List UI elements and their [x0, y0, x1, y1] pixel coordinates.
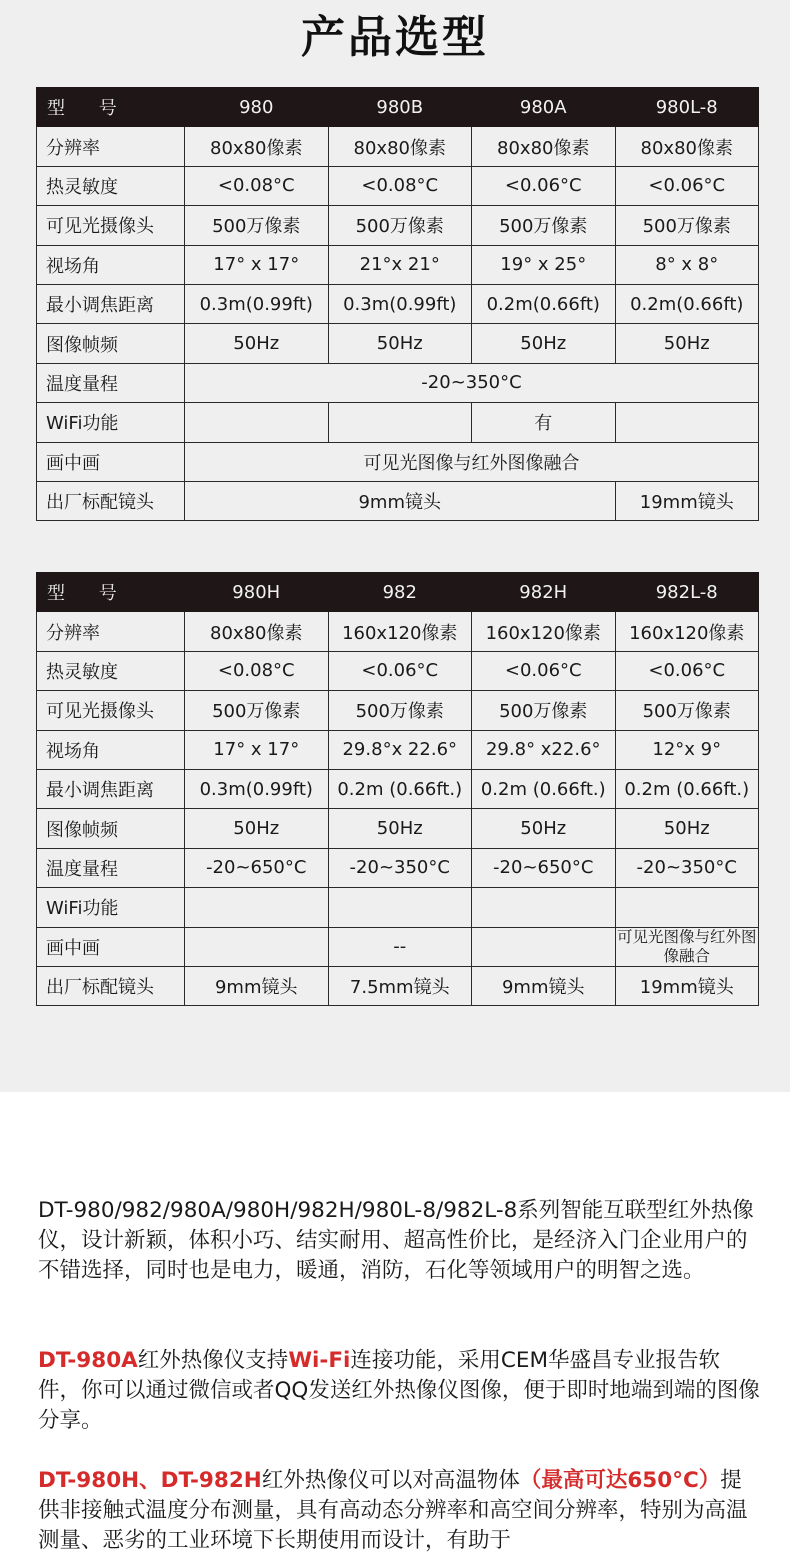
table-row: [37, 481, 759, 520]
table-cell: 50Hz: [472, 324, 616, 363]
table-cell: 80x80像素: [185, 127, 329, 166]
table-cell: 0.3m(0.99ft): [185, 769, 329, 808]
row-label: 最小调焦距离: [37, 284, 185, 323]
table-cell: 160x120像素: [615, 612, 759, 651]
row-label: 最小调焦距离: [37, 769, 185, 808]
table-row: [37, 769, 759, 808]
table-cell: 可见光图像与红外图像融合: [616, 927, 757, 965]
table-cell: <0.08°C: [328, 166, 472, 205]
table-cell: 80x80像素: [185, 612, 329, 651]
table-cell: <0.08°C: [185, 651, 329, 690]
table-cell: 500万像素: [185, 691, 329, 730]
description-paragraph: DT-980/982/980A/980H/982H/980L-8/982L-8系列智能互联型红外热像仪，设计新颖，体积小巧、结实耐用、超高性价比，是经济入门企业用户的不错选择，同时也是电力，暖通，消防，石化等领域用户的明智之选。: [38, 1198, 754, 1283]
paragraph-text: 红外热像仪可以对高温物体: [261, 1468, 520, 1493]
table-cell: 7.5mm镜头: [328, 966, 472, 1005]
paragraph-text: 连接功能，采用CEM华盛昌专业报告软件，你可以通过微信或者QQ发送红外热像仪图像，便于即时地端到端的图像分享。: [38, 1348, 760, 1433]
row-label: 温度量程: [37, 363, 185, 402]
table-row: [37, 245, 759, 284]
table-row: [37, 442, 759, 481]
spec-table-1: [36, 87, 759, 521]
table-cell: [185, 927, 329, 966]
table-cell: [185, 403, 329, 442]
table-row: [37, 730, 759, 769]
row-label: 可见光摄像头: [37, 691, 185, 730]
table-row: [37, 363, 759, 402]
paragraph-text: 提供非接触式温度分布测量，具有高动态分辨率和高空间分辨率，特别为高温测量、恶劣的工业环境下长期使用而设计，有助于: [38, 1468, 748, 1553]
table-cell: 0.2m(0.66ft): [472, 284, 616, 323]
table-cell: 19mm镜头: [615, 966, 759, 1005]
spec-table-2: [36, 572, 759, 1006]
table-cell: [185, 888, 329, 927]
table-cell: 19° x 25°: [472, 245, 616, 284]
table-cell-merged: 可见光图像与红外图像融合: [185, 442, 759, 481]
table-row: [37, 848, 759, 887]
table-cell: 80x80像素: [328, 127, 472, 166]
table-row: [37, 651, 759, 690]
model-name: 980L-8: [615, 88, 759, 127]
table-cell: -20~650°C: [185, 848, 329, 887]
table-cell: 9mm镜头: [472, 966, 616, 1005]
table-cell: -20~350°C: [615, 848, 759, 887]
table-row: [37, 206, 759, 245]
model-name: 982H: [472, 573, 616, 612]
table-header-row: [37, 88, 759, 127]
row-label: 图像帧频: [37, 324, 185, 363]
table-cell: [615, 888, 759, 927]
table-row: [37, 284, 759, 323]
table-cell-merged: 9mm镜头: [185, 481, 616, 520]
table-cell: 500万像素: [328, 206, 472, 245]
feature-highlight: Wi-Fi: [288, 1348, 351, 1373]
table-cell: 8° x 8°: [615, 245, 759, 284]
table-cell: 80x80像素: [615, 127, 759, 166]
table-cell: 500万像素: [472, 206, 616, 245]
table-cell: -20~350°C: [328, 848, 472, 887]
table-cell: 21°x 21°: [328, 245, 472, 284]
row-label: WiFi功能: [37, 403, 185, 442]
table-cell: 19mm镜头: [615, 481, 759, 520]
table-cell: 0.3m(0.99ft): [328, 284, 472, 323]
table-row: [37, 966, 759, 1005]
table-cell: [328, 403, 472, 442]
table-cell: --: [328, 927, 472, 966]
row-label: 出厂标配镜头: [37, 481, 185, 520]
model-name: 980: [185, 88, 329, 127]
table-cell: 29.8°x 22.6°: [328, 730, 472, 769]
table-cell: [328, 888, 472, 927]
table-cell: <0.06°C: [472, 166, 616, 205]
table-cell: <0.06°C: [615, 166, 759, 205]
table-cell: 0.2m (0.66ft.): [472, 769, 616, 808]
header-label: 型 号: [37, 88, 185, 127]
table-cell: 0.3m(0.99ft): [185, 284, 329, 323]
table-cell: 50Hz: [615, 324, 759, 363]
table-cell: [472, 927, 616, 966]
table-cell: 有: [472, 403, 616, 442]
row-label: 画中画: [37, 442, 185, 481]
table-cell: 160x120像素: [472, 612, 616, 651]
model-name: 982: [328, 573, 472, 612]
table-cell: 160x120像素: [328, 612, 472, 651]
row-label: 分辨率: [37, 127, 185, 166]
table-cell: 50Hz: [328, 324, 472, 363]
row-label: 热灵敏度: [37, 651, 185, 690]
table-cell: [472, 888, 616, 927]
row-label: 视场角: [37, 245, 185, 284]
table-cell: [615, 403, 759, 442]
table-cell: 500万像素: [185, 206, 329, 245]
table-row: [37, 927, 759, 966]
table-row: [37, 888, 759, 927]
table-cell: 50Hz: [328, 809, 472, 848]
table-cell: 500万像素: [472, 691, 616, 730]
table-cell: 0.2m(0.66ft): [615, 284, 759, 323]
paragraph-text: 红外热像仪支持: [137, 1348, 289, 1373]
table-cell: 0.2m (0.66ft.): [615, 769, 759, 808]
table-cell: 500万像素: [615, 206, 759, 245]
table-row: [37, 612, 759, 651]
table-row: [37, 166, 759, 205]
table-row: [37, 809, 759, 848]
table-cell: 0.2m (0.66ft.): [328, 769, 472, 808]
model-name: 982L-8: [615, 573, 759, 612]
table-row: [37, 691, 759, 730]
table-cell: 500万像素: [328, 691, 472, 730]
row-label: 图像帧频: [37, 809, 185, 848]
table-cell: <0.06°C: [328, 651, 472, 690]
row-label: 视场角: [37, 730, 185, 769]
table-cell: <0.06°C: [472, 651, 616, 690]
model-name: 980A: [472, 88, 616, 127]
table-row: [37, 127, 759, 166]
table-cell: 50Hz: [615, 809, 759, 848]
model-name: 980B: [328, 88, 472, 127]
row-label: 热灵敏度: [37, 166, 185, 205]
row-label: WiFi功能: [37, 888, 185, 927]
table-cell: 29.8° x22.6°: [472, 730, 616, 769]
table-cell-merged: -20~350°C: [185, 363, 759, 402]
table-cell: 50Hz: [472, 809, 616, 848]
table-cell: 17° x 17°: [185, 730, 329, 769]
table-cell: 500万像素: [615, 691, 759, 730]
table-cell: 9mm镜头: [185, 966, 329, 1005]
high-temp-paragraph: [38, 1466, 760, 1556]
model-name: 980H: [185, 573, 329, 612]
row-label: 分辨率: [37, 612, 185, 651]
table-row: [37, 403, 759, 442]
wifi-feature-paragraph: [38, 1346, 760, 1436]
table-row: [37, 324, 759, 363]
row-label: 温度量程: [37, 848, 185, 887]
table-cell: 17° x 17°: [185, 245, 329, 284]
model-highlight: DT-980H、DT-982H: [38, 1468, 262, 1493]
table-cell: 80x80像素: [472, 127, 616, 166]
table-cell: <0.08°C: [185, 166, 329, 205]
model-highlight: DT-980A: [38, 1348, 138, 1373]
table-cell: 50Hz: [185, 324, 329, 363]
row-label: 可见光摄像头: [37, 206, 185, 245]
page-title: 产品选型: [301, 12, 489, 63]
row-label: 出厂标配镜头: [37, 966, 185, 1005]
table-cell: -20~650°C: [472, 848, 616, 887]
table-cell: <0.06°C: [615, 651, 759, 690]
header-label: 型 号: [37, 573, 185, 612]
table-header-row: [37, 573, 759, 612]
row-label: 画中画: [37, 927, 185, 966]
table-cell: 50Hz: [185, 809, 329, 848]
table-cell: 12°x 9°: [615, 730, 759, 769]
feature-highlight: （最高可达650°C）: [519, 1468, 721, 1493]
